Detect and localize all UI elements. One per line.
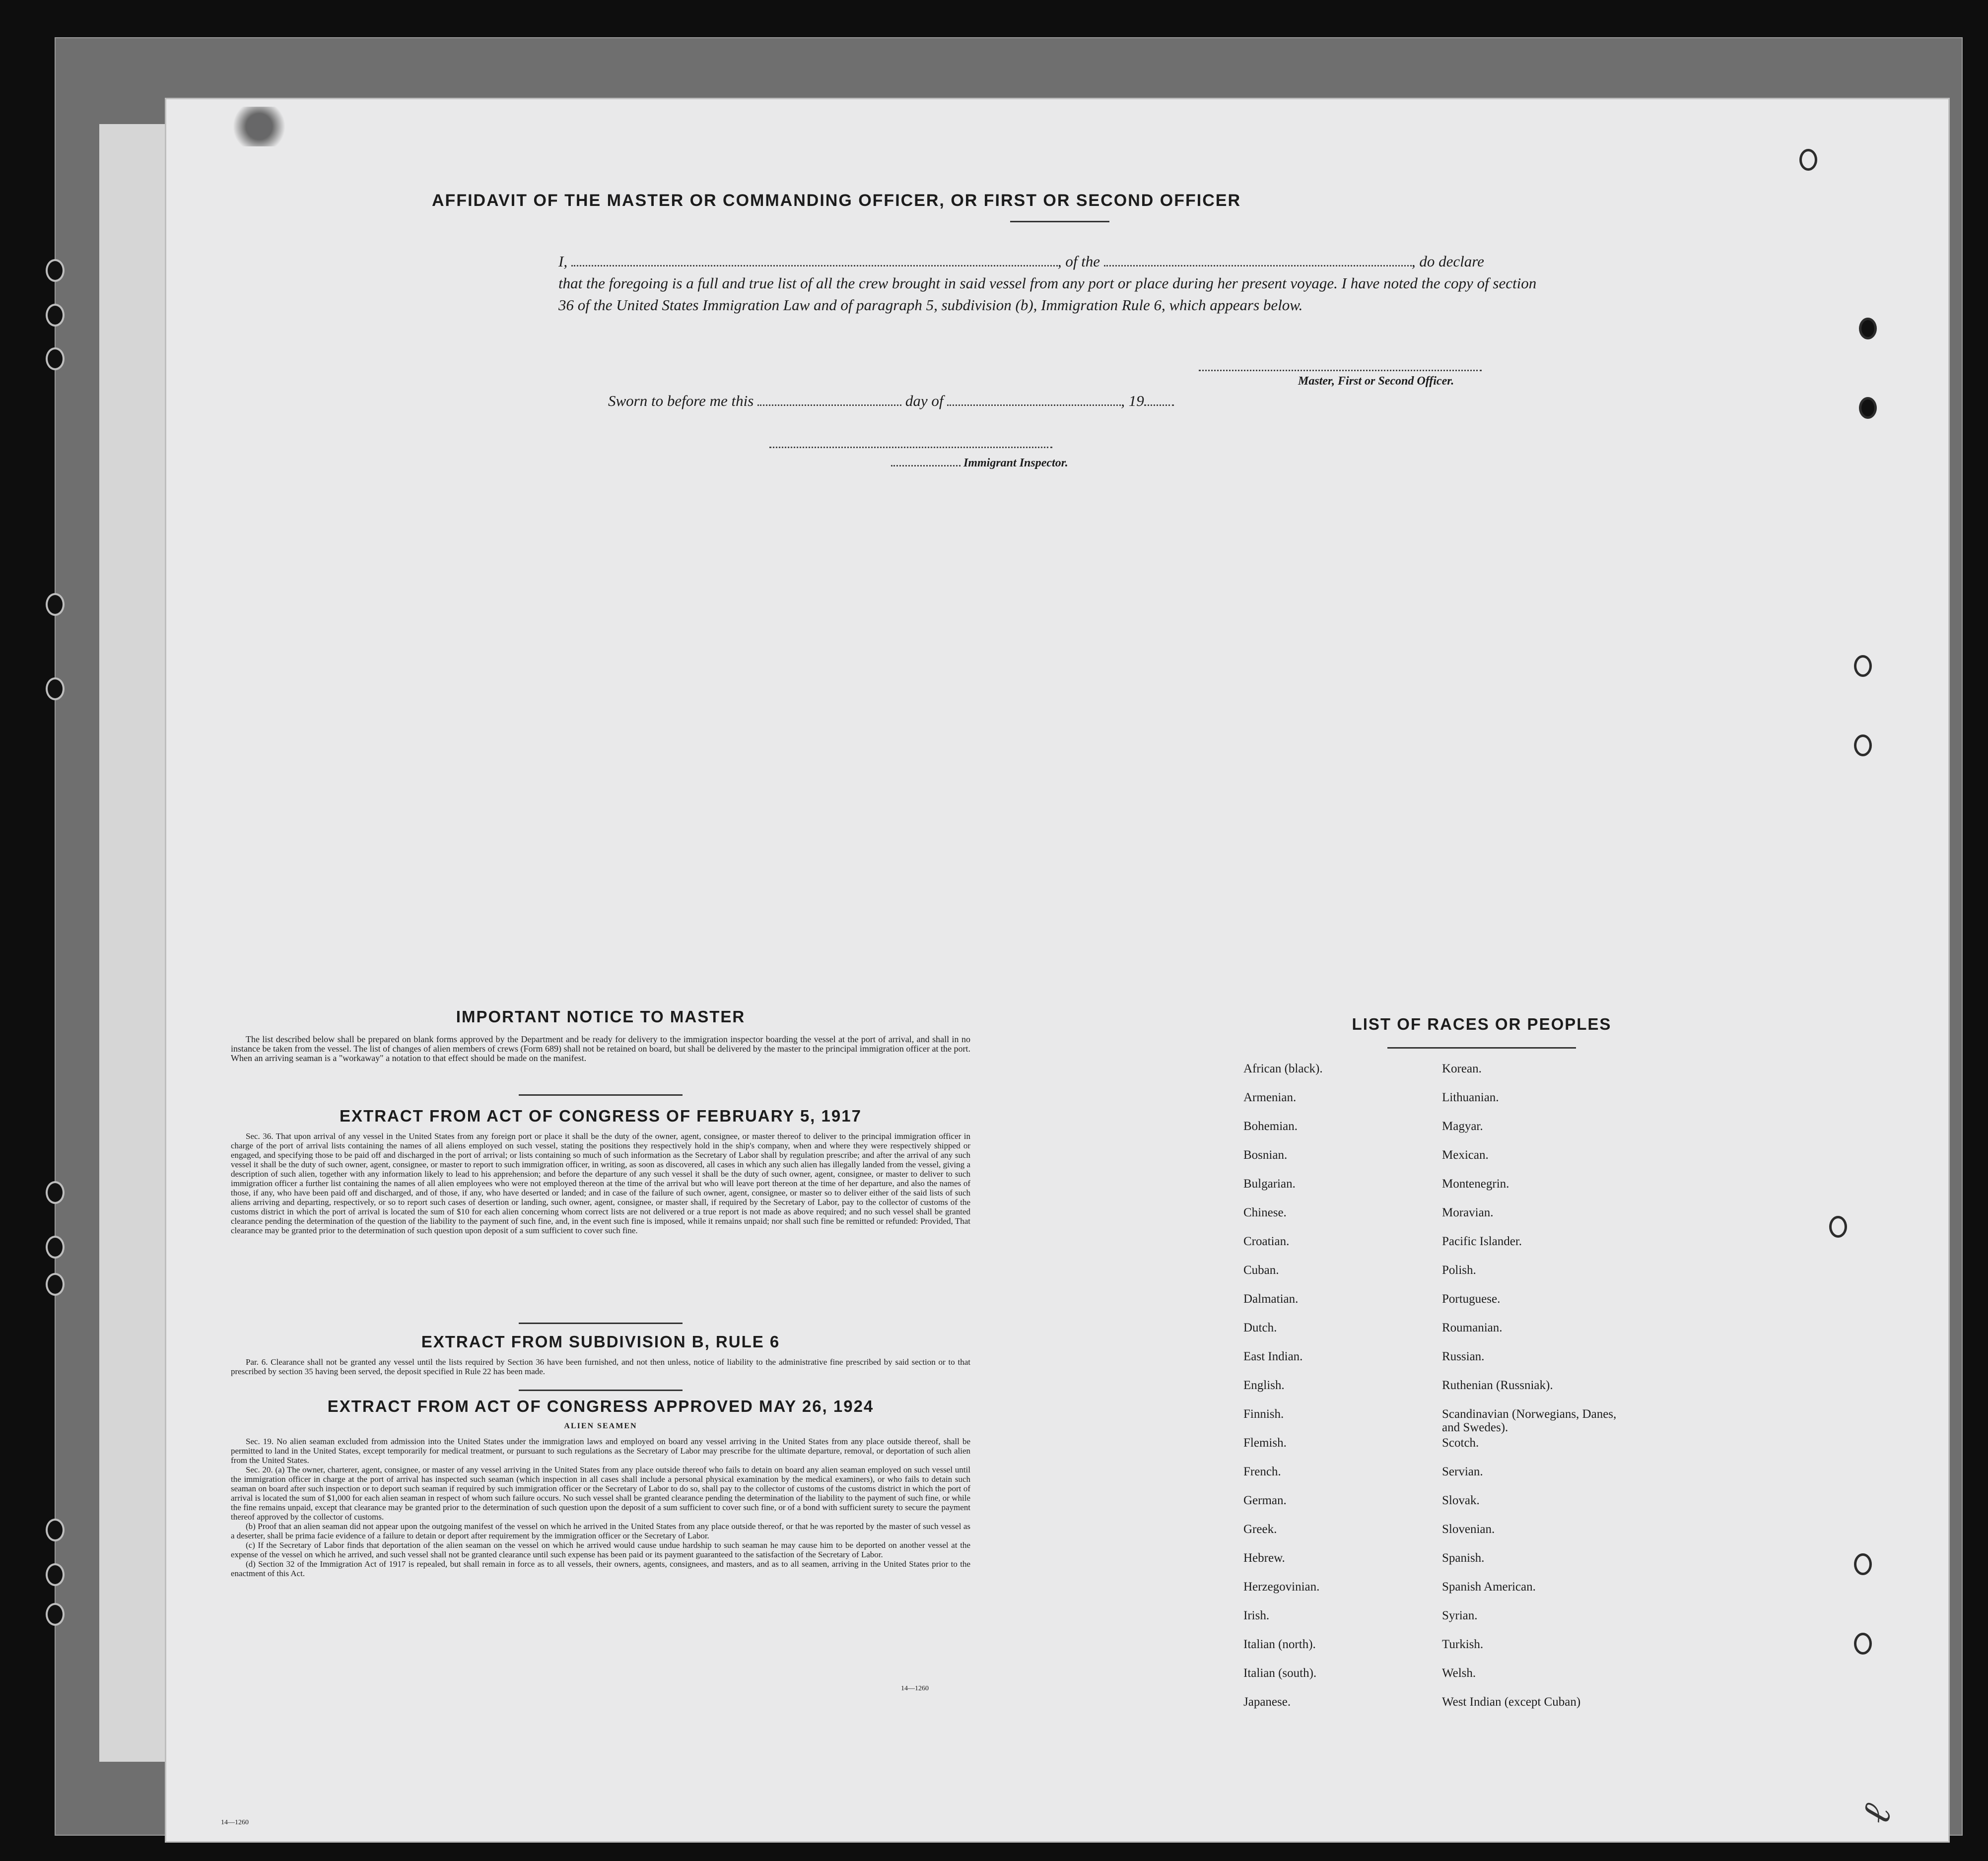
inspector-blank[interactable] [891, 465, 960, 466]
extract-1924-title: EXTRACT FROM ACT OF CONGRESS APPROVED MAY 26, 1924 [327, 1397, 874, 1415]
page-hole [1799, 149, 1817, 171]
race-left: Greek. [1243, 1523, 1277, 1536]
race-right: Scotch. [1442, 1436, 1479, 1450]
race-left: English. [1243, 1379, 1285, 1392]
inspector-label [891, 457, 1068, 470]
extract-1924-subtitle: ALIEN SEAMEN [564, 1422, 637, 1430]
race-right: Magyar. [1442, 1120, 1483, 1133]
race-right: Montenegrin. [1442, 1177, 1509, 1191]
binder-hole [46, 304, 65, 327]
race-left: Cuban. [1243, 1263, 1279, 1277]
binder-hole [46, 1273, 65, 1296]
race-left: Bulgarian. [1243, 1177, 1296, 1191]
notice-title: IMPORTANT NOTICE TO MASTER [456, 1007, 746, 1026]
notice-rule [519, 1094, 683, 1096]
extract-1917-rule [519, 1323, 683, 1324]
affidavit-do-declare: , do declare [1411, 253, 1484, 270]
races-title: LIST OF RACES OR PEOPLES [1352, 1015, 1612, 1033]
race-left: Irish. [1243, 1609, 1270, 1622]
race-left: Bosnian. [1243, 1148, 1288, 1162]
race-left: French. [1243, 1465, 1281, 1478]
race-left: Dutch. [1243, 1321, 1277, 1334]
extract-rule6-rule [519, 1390, 683, 1391]
name-blank[interactable] [571, 265, 1058, 266]
race-left: Herzegovinian. [1243, 1580, 1320, 1594]
extract-1917-body [231, 1131, 970, 1235]
race-left: Croatian. [1243, 1235, 1290, 1248]
race-right: Polish. [1442, 1263, 1476, 1277]
binder-hole [46, 1181, 65, 1204]
race-left: Italian (north). [1243, 1638, 1316, 1651]
form-number: 14—1260 [901, 1685, 929, 1692]
race-right: West Indian (except Cuban) [1442, 1695, 1581, 1709]
affidavit-of-the: , of the [1057, 253, 1100, 270]
sworn-year-blank[interactable] [1144, 404, 1174, 406]
page-hole [1854, 655, 1872, 677]
vessel-blank[interactable] [1104, 265, 1412, 266]
extract-1924-paragraph: Sec. 19. No alien seaman excluded from admission into the United States under the immigration laws and employed on board any vessel arriving in the United States from any place outside thereof, shall be permitted to land in the United States, except temporarily for medical treatment, or pursuant to such regulations as the Secretary of Labor may prescribe for the ultimate departure, removal, or deportation of such alien from the United States. [231, 1437, 970, 1465]
page-hole [1859, 397, 1877, 419]
sworn-prefix: Sworn to before me this [608, 392, 754, 409]
master-signature-label: Master, First or Second Officer. [1298, 375, 1454, 388]
race-left: Japanese. [1243, 1695, 1291, 1709]
race-right: Syrian. [1442, 1609, 1478, 1622]
race-right: Slovenian. [1442, 1523, 1495, 1536]
binder-hole [46, 677, 65, 700]
race-right: Portuguese. [1442, 1292, 1501, 1306]
race-right: Moravian. [1442, 1206, 1494, 1219]
notice-paragraph: The list described below shall be prepared on blank forms approved by the Department and be ready for delivery to the immigration inspector boarding the vessel at the port of arrival, and shall in no instance be taken from the vessel. The list of changes of alien members of crews (Form 689) shall not be retained on board, but shall be delivered by the master to the principal immigration officer at the port. When an arriving seaman is a "workaway" a notation to that effect should be made on the manifest. [231, 1034, 970, 1063]
race-right: Korean. [1442, 1062, 1482, 1075]
notice-body [231, 1035, 970, 1063]
binder-hole [46, 593, 65, 616]
races-title-rule [1387, 1047, 1576, 1049]
race-left: East Indian. [1243, 1350, 1303, 1363]
page-hole [1854, 1553, 1872, 1575]
extract-1924-paragraph: (b) Proof that an alien seaman did not appear upon the outgoing manifest of the vessel on which he arrived in the United States from any place outside thereof, or that he was reported by the master of such vessel as a deserter, shall be prima facie evidence of a failure to detain or deport after requirement by the immigration officer or the Secretary of Labor. [231, 1522, 970, 1540]
extract-1924-paragraph: Sec. 20. (a) The owner, charterer, agent, consignee, or master of any vessel arriving in the United States from any place outside thereof who fails to detain on board any alien seaman employed on such vessel until the immigration officer in charge at the port of arrival has inspected such seaman (which inspection in all cases shall include a personal physical examination by the medical examiners), or who fails to detain such seaman on board after such inspection or to deport such seaman if required by such immigration officer or the Secretary of Labor to do so, shall pay to the collector of customs of the customs district in which the port of arrival is located the sum of $1,000 for each alien seaman in respect of whom such failure occurs. No such vessel shall be granted clearance pending the determination of the liability to the payment of such fine, or while the fine remains unpaid, except that clearance may be granted prior to the determination of such question upon the deposit of a sum sufficient to cover such fine, or of a bond with sufficient surety to secure the payment thereof approved by the collector of customs. [231, 1465, 970, 1522]
manifest-page [166, 99, 1948, 1841]
extract-1924-paragraph: (c) If the Secretary of Labor finds that deportation of the alien seaman on the vessel on which he arrived would cause undue hardship to such seaman he may cause him to be deported on another vessel at the expense of the vessel on which he arrived, and such vessel shall not be granted clearance until such expense has been paid or its payment guaranteed to the satisfaction of the Secretary of Labor. [231, 1540, 970, 1559]
inspector-label-text: Immigrant Inspector. [963, 457, 1068, 469]
binder-hole [46, 259, 65, 282]
binder-hole [46, 1236, 65, 1259]
race-left: Hebrew. [1243, 1551, 1285, 1565]
page-hole [1854, 1633, 1872, 1655]
race-right: Russian. [1442, 1350, 1485, 1363]
race-right: Mexican. [1442, 1148, 1489, 1162]
race-right: Roumanian. [1442, 1321, 1503, 1334]
affidavit-title: AFFIDAVIT OF THE MASTER OR COMMANDING OFFICER, OR FIRST OR SECOND OFFICER [432, 191, 1241, 210]
binder-hole [46, 1563, 65, 1586]
affidavit-statement: that the foregoing is a full and true list of all the crew brought in said vessel from any port or place during her present voyage. I have noted the copy of section 36 of the United States Immigration Law and of paragraph 5, subdivision (b), Immigration Rule 6, which appears below. [558, 274, 1537, 314]
sworn-line [608, 392, 1174, 410]
race-right: Slovak. [1442, 1494, 1480, 1507]
bottom-form-number: 14—1260 [221, 1819, 249, 1826]
affidavit-title-rule [1010, 221, 1109, 222]
race-right: Spanish. [1442, 1551, 1485, 1565]
ink-stamp [233, 107, 298, 146]
page-hole [1829, 1216, 1847, 1238]
binder-hole [46, 1519, 65, 1541]
race-left: Armenian. [1243, 1091, 1297, 1104]
race-left: African (black). [1243, 1062, 1323, 1075]
extract-rule6-body [231, 1357, 970, 1376]
race-right: Turkish. [1442, 1638, 1484, 1651]
affidavit-body [558, 251, 1541, 316]
extract-1917-title: EXTRACT FROM ACT OF CONGRESS OF FEBRUARY 5, 1917 [340, 1107, 862, 1125]
race-right: Spanish American. [1442, 1580, 1536, 1594]
sworn-day-label: day of [905, 392, 944, 409]
race-right: Scandinavian (Norwegians, Danes, and Swedes). [1442, 1407, 1617, 1434]
race-right: Servian. [1442, 1465, 1483, 1478]
sworn-day-blank[interactable] [757, 404, 901, 406]
extract-rule6-title: EXTRACT FROM SUBDIVISION B, RULE 6 [421, 1332, 780, 1351]
page-hole [1859, 318, 1877, 339]
affidavit-i-label: I, [558, 253, 568, 270]
race-left: Flemish. [1243, 1436, 1287, 1450]
page-hole [1854, 734, 1872, 756]
binder-hole [46, 347, 65, 370]
race-left: Chinese. [1243, 1206, 1287, 1219]
race-right: Welsh. [1442, 1666, 1476, 1680]
race-left: Italian (south). [1243, 1666, 1317, 1680]
race-right: Ruthenian (Russniak). [1442, 1379, 1553, 1392]
race-left: German. [1243, 1494, 1287, 1507]
race-right: Pacific Islander. [1442, 1235, 1522, 1248]
master-signature-line[interactable] [1199, 370, 1482, 371]
extract-rule6-paragraph: Par. 6. Clearance shall not be granted any vessel until the lists required by Section 36 have been furnished, and not then unless, notice of liability to the administrative fine prescribed by said section or to that prescribed by section 35 having been served, the deposit specified in Rule 22 has been made. [231, 1357, 970, 1376]
race-left: Finnish. [1243, 1407, 1284, 1421]
sworn-year-label: , 19 [1121, 392, 1144, 409]
race-left: Bohemian. [1243, 1120, 1298, 1133]
extract-1924-body [231, 1437, 970, 1578]
affidavit-first-line [558, 251, 1541, 272]
extract-1917-paragraph: Sec. 36. That upon arrival of any vessel in the United States from any foreign port or place it shall be the duty of the owner, agent, consignee, or master thereof to deliver to the principal immigration officer in charge of the port of arrival lists containing the names of all aliens employed on such vessel, stating the positions they respectively hold in the ship's company, when and where they were respectively shipped or engaged, and specifying those to be paid off and discharged in the port of arrival; or lists containing so much of such information as the Secretary of Labor shall by regulation prescribe; and after the arrival of any such vessel it shall be the duty of such owner, agent, consignee, or master to report to such immigration officer, in writing, as soon as discovered, all cases in which any such alien has illegally landed from the vessel, giving a description of such alien, together with any information likely to lead to his apprehension; and before the departure of any such vessel it shall be the duty of such owner, agent, consignee, or master to deliver to such immigration officer a further list containing the names of all alien employees who were not employed thereon at the time of the arrival but who will leave port thereon at the time of her departure, and also the names of those, if any, who have been paid off and discharged, and of those, if any, who have deserted or landed; and in case of the failure of such owner, agent, consignee, or master so to deliver either of the said lists of such aliens arriving and departing, respectively, or so to report such cases of desertion or landing, such owner, agent, consignee, or master shall, if required by the Secretary of Labor, pay to the collector of customs of the customs district in which the port of arrival is located the sum of $10 for each alien concerning whom correct lists are not delivered or a true report is not made as above required; and no such vessel shall be granted clearance pending the determination of the question of the liability to the payment of such fine, and, in the event such fine is imposed, while it remains unpaid; nor shall such fine be remitted or refunded: Provided, That clearance may be granted prior to the determination of such question upon deposit of a sum sufficient to cover such fine. [231, 1131, 970, 1235]
extract-1924-paragraph: (d) Section 32 of the Immigration Act of 1917 is repealed, but shall remain in force as to all vessels, their owners, agents, consignees, and masters, and as to all seamen, arriving in the United States prior to the enactment of this Act. [231, 1559, 970, 1578]
handwritten-mark: ℓ [1853, 1798, 1901, 1830]
binder-hole [46, 1603, 65, 1626]
inspector-signature-line[interactable] [769, 447, 1052, 448]
race-left: Dalmatian. [1243, 1292, 1299, 1306]
race-right: Lithuanian. [1442, 1091, 1499, 1104]
sworn-month-blank[interactable] [947, 404, 1121, 406]
